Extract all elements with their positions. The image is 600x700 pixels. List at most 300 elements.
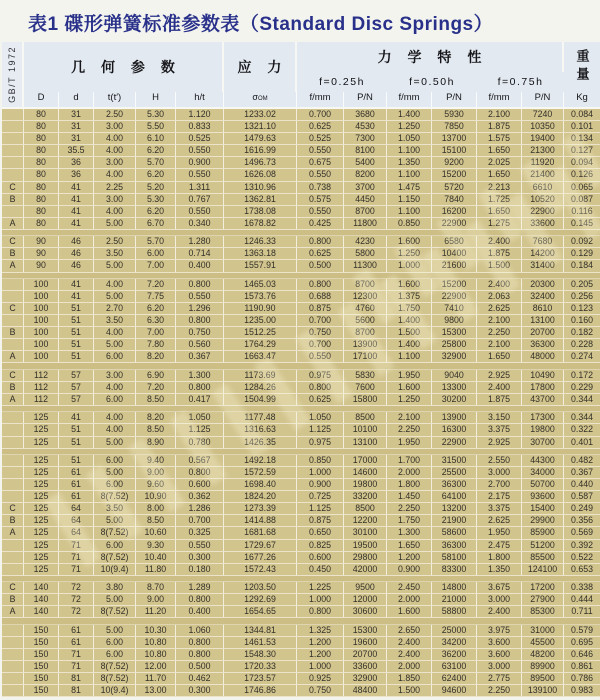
table-row xyxy=(2,248,600,260)
table-cell: 85900 xyxy=(522,527,564,538)
table-cell: 51 xyxy=(59,455,94,466)
table-cell: 1720.33 xyxy=(224,661,297,672)
table-cell: 1.800 xyxy=(477,552,522,563)
table-cell: 46 xyxy=(59,236,94,247)
table-cell: 46 xyxy=(59,248,94,259)
table-cell: 0.900 xyxy=(297,479,344,490)
header-deflection-075h: f=0.75h xyxy=(497,76,544,88)
table-cell: 5.00 xyxy=(94,625,136,636)
table-row xyxy=(2,121,600,133)
table-cell: 1654.65 xyxy=(224,606,297,617)
table-cell: 1572.43 xyxy=(224,564,297,575)
column-header-t: t(t′) xyxy=(94,92,136,107)
table-cell: 17100 xyxy=(344,351,387,362)
table-cell: 41 xyxy=(59,182,94,193)
table-cell: 4.00 xyxy=(94,133,136,144)
table-row xyxy=(2,625,600,637)
table-cell: 0.625 xyxy=(297,394,344,405)
table-cell: 21400 xyxy=(522,169,564,180)
table-cell: 2.775 xyxy=(477,673,522,684)
table-cell: 1.200 xyxy=(297,649,344,660)
table-cell: 1465.03 xyxy=(224,279,297,290)
table-cell: 125 xyxy=(24,455,59,466)
table-cell: 16200 xyxy=(432,206,477,217)
table-cell: 32900 xyxy=(432,351,477,362)
table-cell: 81 xyxy=(59,685,94,696)
table-cell: 1.120 xyxy=(176,109,224,120)
table-cell: 112 xyxy=(24,382,59,393)
table-cell: 10.60 xyxy=(136,527,176,538)
table-cell: 0.228 xyxy=(570,339,593,350)
table-cell: 7.75 xyxy=(136,291,176,302)
table-cell: 1.575 xyxy=(477,133,522,144)
table-cell: 3.00 xyxy=(94,194,136,205)
table-cell: 2.700 xyxy=(477,479,522,490)
column-header-ht: h/t xyxy=(176,92,224,107)
table-cell: 17200 xyxy=(522,582,564,593)
table-cell: 8500 xyxy=(344,412,387,423)
table-cell: 5.00 xyxy=(94,594,136,605)
table-cell: 0.550 xyxy=(297,351,344,362)
table-cell: 1.125 xyxy=(297,424,344,435)
table-cell: 71 xyxy=(59,552,94,563)
table-cell: 1.500 xyxy=(387,327,432,338)
table-cell: 1479.63 xyxy=(224,133,297,144)
table-cell: 10.80 xyxy=(136,637,176,648)
table-cell: 0.850 xyxy=(297,455,344,466)
table-cell: 85500 xyxy=(522,552,564,563)
table-cell: 1548.30 xyxy=(224,649,297,660)
column-header-D: D xyxy=(24,92,59,107)
table-cell: 3.00 xyxy=(94,157,136,168)
table-cell: 58600 xyxy=(432,527,477,538)
table-cell: 4.00 xyxy=(94,145,136,156)
table-cell: 6.20 xyxy=(136,303,176,314)
table-cell: 1.225 xyxy=(297,582,344,593)
table-cell: 1203.50 xyxy=(224,582,297,593)
table-cell: C xyxy=(2,182,24,193)
table-cell: 6.90 xyxy=(136,370,176,381)
table-row xyxy=(2,169,600,181)
table-row xyxy=(2,236,600,248)
table-cell: 13200 xyxy=(432,503,477,514)
table-cell: 46 xyxy=(59,260,94,271)
table-cell: 125 xyxy=(24,479,59,490)
table-cell: B xyxy=(2,515,24,526)
table-cell: 2.250 xyxy=(387,424,432,435)
table-cell: 100 xyxy=(24,303,59,314)
table-cell: 1.950 xyxy=(387,437,432,448)
table-cell xyxy=(2,339,24,350)
table-cell: 1.050 xyxy=(297,412,344,423)
table-cell: 1.000 xyxy=(387,260,432,271)
table-cell: 0.182 xyxy=(570,327,593,338)
table-cell: 1.289 xyxy=(176,582,224,593)
table-row xyxy=(2,424,600,436)
table-cell: 4.00 xyxy=(94,327,136,338)
table-cell xyxy=(2,109,24,120)
table-cell: 6.30 xyxy=(136,315,176,326)
table-cell: 124100 xyxy=(522,564,564,575)
table-cell: 1292.69 xyxy=(224,594,297,605)
table-row xyxy=(2,260,600,272)
column-header-fmm-050: f/mm xyxy=(387,92,432,107)
table-cell: 51 xyxy=(59,327,94,338)
table-cell: 15100 xyxy=(432,145,477,156)
table-cell: 6580 xyxy=(432,236,477,247)
table-row xyxy=(2,527,600,539)
table-cell: 6.10 xyxy=(136,133,176,144)
table-row xyxy=(2,606,600,618)
table-cell: 20700 xyxy=(522,327,564,338)
table-cell: B xyxy=(2,194,24,205)
table-cell: 100 xyxy=(24,351,59,362)
table-cell: 0.101 xyxy=(570,121,593,132)
table-cell: 0.900 xyxy=(387,564,432,575)
table-cell: 2.213 xyxy=(477,182,522,193)
table-cell: 1.500 xyxy=(477,260,522,271)
column-header-pn-075: P/N xyxy=(522,92,564,107)
table-row xyxy=(2,291,600,303)
table-cell: 0.500 xyxy=(297,260,344,271)
table-cell: 2.025 xyxy=(477,157,522,168)
table-cell: 72 xyxy=(59,582,94,593)
table-cell: 48400 xyxy=(344,685,387,696)
table-cell: 0.750 xyxy=(297,685,344,696)
table-cell: 2.400 xyxy=(477,279,522,290)
table-cell: 9200 xyxy=(432,157,477,168)
table-cell: 43700 xyxy=(522,394,564,405)
table-cell: 0.714 xyxy=(176,248,224,259)
table-cell: 22900 xyxy=(432,437,477,448)
table-row xyxy=(2,327,600,339)
table-cell: 33200 xyxy=(344,491,387,502)
table-cell: 6.00 xyxy=(94,394,136,405)
table-cell: 5.70 xyxy=(136,236,176,247)
table-cell: 1.250 xyxy=(387,248,432,259)
table-cell: 0.579 xyxy=(570,624,593,635)
sigma-symbol: σ xyxy=(252,92,258,102)
table-cell: 1.375 xyxy=(387,291,432,302)
table-cell: 1.050 xyxy=(387,133,432,144)
table-cell: A xyxy=(2,260,24,271)
table-cell: 7840 xyxy=(432,194,477,205)
table-cell: 1.600 xyxy=(387,606,432,617)
table-cell: 0.750 xyxy=(176,327,224,338)
table-cell: 13300 xyxy=(432,382,477,393)
table-cell: 1.296 xyxy=(176,303,224,314)
table-cell: 5.00 xyxy=(94,260,136,271)
table-cell: 3.675 xyxy=(477,582,522,593)
table-cell: 0.688 xyxy=(297,291,344,302)
table-cell: 1.800 xyxy=(387,479,432,490)
table-cell: 1.875 xyxy=(477,121,522,132)
table-cell: 0.700 xyxy=(297,315,344,326)
table-cell: 2.250 xyxy=(387,503,432,514)
table-cell: 1557.91 xyxy=(224,260,297,271)
table-cell: 125 xyxy=(24,552,59,563)
table-cell: 9040 xyxy=(432,370,477,381)
table-cell: 1190.90 xyxy=(224,303,297,314)
table-cell: 0.084 xyxy=(570,109,593,119)
table-cell: 0.525 xyxy=(176,133,224,144)
table-cell: 17800 xyxy=(522,382,564,393)
table-cell: 0.256 xyxy=(570,290,593,301)
table-cell: 19800 xyxy=(344,479,387,490)
table-cell: 57 xyxy=(59,382,94,393)
table-cell: 1.000 xyxy=(297,661,344,672)
table-cell: 0.338 xyxy=(570,582,593,593)
table-cell: 0.653 xyxy=(570,563,593,574)
table-cell: 0.300 xyxy=(176,552,224,563)
table-cell xyxy=(2,121,24,132)
table-cell: 10.80 xyxy=(136,649,176,660)
table-cell: 89900 xyxy=(522,661,564,672)
table-cell: 0.417 xyxy=(176,394,224,405)
header-stress: 应 力 xyxy=(224,42,297,92)
table-cell: 125 xyxy=(24,527,59,538)
table-cell: 5.70 xyxy=(136,157,176,168)
table-cell: 1729.67 xyxy=(224,540,297,551)
table-cell: 10(9.4) xyxy=(94,564,136,575)
table-cell: 1.875 xyxy=(477,248,522,259)
table-cell: 22900 xyxy=(432,218,477,229)
table-cell: 8.50 xyxy=(136,394,176,405)
table-row xyxy=(2,218,600,230)
table-cell: 1246.33 xyxy=(224,236,297,247)
table-cell: 0.440 xyxy=(570,479,593,490)
table-cell: 0.550 xyxy=(176,540,224,551)
table-cell: 80 xyxy=(24,109,59,120)
table-cell: 19500 xyxy=(344,540,387,551)
table-cell: 36200 xyxy=(432,649,477,660)
table-cell: 90 xyxy=(24,260,59,271)
table-row xyxy=(2,564,600,576)
table-cell xyxy=(2,279,24,290)
table-cell: 1.100 xyxy=(387,351,432,362)
table-cell: 1678.82 xyxy=(224,218,297,229)
table-cell: 0.087 xyxy=(570,193,593,204)
table-cell: 1.400 xyxy=(387,339,432,350)
table-cell: 0.065 xyxy=(570,181,593,192)
table-cell xyxy=(2,133,24,144)
table-cell: 1.100 xyxy=(387,145,432,156)
table-cell: 0.123 xyxy=(570,303,593,313)
table-cell: 0.550 xyxy=(297,169,344,180)
table-cell: 15800 xyxy=(344,394,387,405)
table-cell: 0.800 xyxy=(176,637,224,648)
table-cell: 57 xyxy=(59,370,94,381)
table-cell xyxy=(2,291,24,302)
table-cell: 58100 xyxy=(432,552,477,563)
table-cell: 0.646 xyxy=(570,648,593,659)
table-cell: 80 xyxy=(24,218,59,229)
table-cell: 1.200 xyxy=(387,552,432,563)
header-mechanical: 力 学 特 性 xyxy=(297,42,564,72)
table-cell: 5.30 xyxy=(136,194,176,205)
table-cell: 2.550 xyxy=(477,455,522,466)
table-cell: B xyxy=(2,248,24,259)
table-cell: 0.700 xyxy=(176,515,224,526)
table-cell: 19600 xyxy=(344,637,387,648)
table-cell: 8(7.52) xyxy=(94,661,136,672)
table-row xyxy=(2,351,600,363)
table-cell: 4.00 xyxy=(94,424,136,435)
table-row xyxy=(2,157,600,169)
table-cell: 31 xyxy=(59,121,94,132)
table-cell: 7.00 xyxy=(136,260,176,271)
table-cell: 4530 xyxy=(344,121,387,132)
table-cell: C xyxy=(2,503,24,514)
table-cell: 64 xyxy=(59,503,94,514)
table-cell: 125 xyxy=(24,437,59,448)
table-cell: 1461.53 xyxy=(224,637,297,648)
table-row xyxy=(2,455,600,467)
table-cell: 1.400 xyxy=(387,315,432,326)
table-cell: 21600 xyxy=(432,260,477,271)
table-cell: 1.725 xyxy=(477,194,522,205)
table-cell: 1.300 xyxy=(387,527,432,538)
table-cell: 51 xyxy=(59,424,94,435)
table-cell: 8.20 xyxy=(136,351,176,362)
table-cell: 58800 xyxy=(432,606,477,617)
table-cell: 30600 xyxy=(344,606,387,617)
table-cell: 125 xyxy=(24,503,59,514)
table-cell: 3.000 xyxy=(477,467,522,478)
table-cell: A xyxy=(2,527,24,538)
table-cell: 1362.81 xyxy=(224,194,297,205)
table-cell: 2.100 xyxy=(387,412,432,423)
table-cell: 63100 xyxy=(432,661,477,672)
table-cell: 1310.96 xyxy=(224,182,297,193)
table-cell: 1.950 xyxy=(477,527,522,538)
table-cell: 31 xyxy=(59,133,94,144)
table-cell: 1663.47 xyxy=(224,351,297,362)
table-cell: 1626.08 xyxy=(224,169,297,180)
table-cell: 5.00 xyxy=(94,437,136,448)
table-cell: 112 xyxy=(24,394,59,405)
table-cell: 0.825 xyxy=(297,540,344,551)
table-cell: 1.650 xyxy=(387,540,432,551)
table-cell: 0.180 xyxy=(176,564,224,575)
table-cell: 0.344 xyxy=(570,412,593,423)
column-header-fmm-025: f/mm xyxy=(297,92,344,107)
table-cell: 2.100 xyxy=(477,315,522,326)
table-cell: 8700 xyxy=(344,206,387,217)
table-cell: 1316.63 xyxy=(224,424,297,435)
table-cell: 13900 xyxy=(432,412,477,423)
table-cell: 51 xyxy=(59,303,94,314)
table-cell: B xyxy=(2,594,24,605)
table-cell xyxy=(2,145,24,156)
table-cell: 2.25 xyxy=(94,182,136,193)
table-cell: 0.800 xyxy=(176,594,224,605)
table-cell: 51 xyxy=(59,315,94,326)
table-row xyxy=(2,685,600,697)
table-cell: 5400 xyxy=(344,157,387,168)
table-cell: 3.150 xyxy=(477,412,522,423)
table-cell: 1616.99 xyxy=(224,145,297,156)
table-cell: 2.925 xyxy=(477,437,522,448)
table-cell: 2.000 xyxy=(387,661,432,672)
table-cell: 80 xyxy=(24,145,59,156)
table-cell: 85300 xyxy=(522,606,564,617)
table-cell: 4760 xyxy=(344,303,387,314)
table-cell: 4.00 xyxy=(94,206,136,217)
table-cell: 140 xyxy=(24,582,59,593)
table-cell: 8(7.52) xyxy=(94,527,136,538)
table-cell: 0.625 xyxy=(297,121,344,132)
table-body xyxy=(2,109,600,697)
table-cell: 15200 xyxy=(432,169,477,180)
table-cell: 0.160 xyxy=(570,315,593,326)
table-cell: 1738.08 xyxy=(224,206,297,217)
table-cell: 150 xyxy=(24,661,59,672)
table-cell: 80 xyxy=(24,121,59,132)
table-cell: 5.00 xyxy=(94,515,136,526)
table-cell: 9.00 xyxy=(136,467,176,478)
table-cell: 0.356 xyxy=(570,515,593,526)
table-row xyxy=(2,339,600,351)
table-cell: 1.950 xyxy=(387,370,432,381)
table-cell: 3.000 xyxy=(477,594,522,605)
table-cell: 1.750 xyxy=(387,515,432,526)
table-cell: 8(7.52) xyxy=(94,552,136,563)
table-cell: 112 xyxy=(24,370,59,381)
table-cell: 3.50 xyxy=(94,248,136,259)
table-cell: 6.20 xyxy=(136,206,176,217)
table-cell: 1.200 xyxy=(297,637,344,648)
table-cell: 7410 xyxy=(432,303,477,314)
table-row xyxy=(2,594,600,606)
table-cell: 0.650 xyxy=(297,527,344,538)
table-cell: 25800 xyxy=(432,339,477,350)
table-cell: 3.375 xyxy=(477,503,522,514)
table-cell: 90 xyxy=(24,236,59,247)
table-cell: 0.569 xyxy=(570,527,593,538)
table-cell: 0.738 xyxy=(297,182,344,193)
table-cell xyxy=(2,169,24,180)
table-cell: 22900 xyxy=(432,291,477,302)
table-cell: C xyxy=(2,582,24,593)
table-cell: 94600 xyxy=(432,685,477,696)
table-cell: 0.800 xyxy=(176,467,224,478)
table-cell: 1284.26 xyxy=(224,382,297,393)
table-cell: 9.30 xyxy=(136,540,176,551)
table-cell: 34200 xyxy=(432,637,477,648)
table-cell: 20700 xyxy=(344,649,387,660)
table-cell: 2.625 xyxy=(477,303,522,314)
table-cell xyxy=(2,206,24,217)
table-cell: 3.600 xyxy=(477,649,522,660)
table-cell: 2.175 xyxy=(477,491,522,502)
table-cell: 1.125 xyxy=(297,503,344,514)
table-cell: 0.362 xyxy=(176,491,224,502)
table-cell: 0.229 xyxy=(570,381,593,392)
table-cell: 3.975 xyxy=(477,625,522,636)
column-header-pn-025: P/N xyxy=(344,92,387,107)
table-cell: 0.750 xyxy=(297,327,344,338)
table-cell: 81 xyxy=(59,673,94,684)
table-cell: 64100 xyxy=(432,491,477,502)
table-cell: C xyxy=(2,236,24,247)
table-cell: 0.695 xyxy=(570,636,593,647)
table-cell: 1.060 xyxy=(176,625,224,636)
table-cell: 8700 xyxy=(344,327,387,338)
table-cell: 0.525 xyxy=(297,133,344,144)
table-cell: 61 xyxy=(59,637,94,648)
table-cell: 62400 xyxy=(432,673,477,684)
